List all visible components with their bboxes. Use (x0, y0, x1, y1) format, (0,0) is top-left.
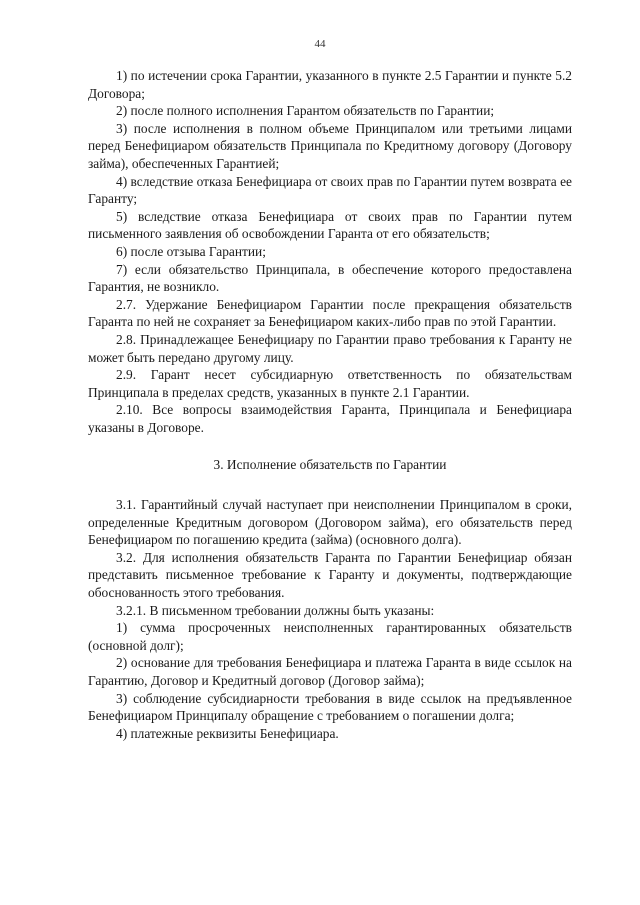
clause-3-2-1: 3.2.1. В письменном требовании должны быть указаны: (116, 602, 435, 618)
clause-2-10: 2.10. Все вопросы взаимодействия Гаранта, Принципала и Бенефициара указаны в Договоре. (88, 402, 572, 435)
list-item-termination-5: 5) вследствие отказа Бенефициара от своих прав по Гарантии путем письменного заявления об освобождении Гаранта от его обязательств; (88, 208, 572, 242)
clause-2-7: 2.7. Удержание Бенефициаром Гарантии после прекращения обязательств Гаранта по ней не сохраняет за Бенефициаром каких-либо прав по этой Гарантии. (88, 296, 572, 330)
section-heading: 3. Исполнение обязательств по Гарантии (213, 457, 447, 473)
page-number: 44 (314, 38, 326, 50)
requirement-item-2: 2) основание для требования Бенефициара и платежа Гаранта в виде ссылок на Гарантию, Договор и Кредитный договор (Договор займа); (88, 655, 572, 688)
list-item-termination-2: 2) после полного исполнения Гарантом обязательств по Гарантии; (116, 103, 495, 119)
clause-2-9: 2.9. Гарант несет субсидиарную ответственность по обязательствам Принципала в пределах средств, указанных в пункте 2.1 Гарантии. (88, 367, 572, 400)
list-item-termination-3: 3) после исполнения в полном объеме Принципалом или третьими лицами перед Бенефициаром обязательств Принципала по Кредитному договору (Договору займа), обеспеченных Гарантией; (88, 120, 572, 171)
requirement-item-1: 1) сумма просроченных неисполненных гарантированных обязательств (основной долг); (88, 620, 572, 653)
clause-3-2: 3.2. Для исполнения обязательств Гаранта по Гарантии Бенефициар обязан представить письменное требование к Гаранту и документы, подтверждающие обоснованность этого требования. (88, 549, 572, 601)
list-item-termination-6: 6) после отзыва Гарантии; (116, 243, 266, 259)
clause-2-8: 2.8. Принадлежащее Бенефициару по Гарантии право требования к Гаранту не может быть передано другому лицу. (88, 331, 572, 365)
list-item-termination-4: 4) вследствие отказа Бенефициара от своих прав по Гарантии путем возврата ее Гаранту; (88, 173, 572, 207)
requirement-item-4: 4) платежные реквизиты Бенефициара. (116, 725, 339, 741)
requirement-item-3: 3) соблюдение субсидиарности требования в виде ссылок на предъявленное Бенефициаром Принципалу обращение с требованием о погашении долга; (88, 690, 572, 724)
list-item-termination-7: 7) если обязательство Принципала, в обеспечение которого предоставлена Гарантия, не возникло. (88, 261, 572, 295)
document-body (88, 67, 572, 742)
clause-3-1: 3.1. Гарантийный случай наступает при неисполнении Принципалом в сроки, определенные Кредитным договором (Договором займа), его обязательств перед Бенефициаром по погашению кредита (займа) (основного долга). (88, 497, 572, 548)
list-item-termination-1: 1) по истечении срока Гарантии, указанного в пункте 2.5 Гарантии и пункте 5.2 Договора; (88, 68, 572, 101)
